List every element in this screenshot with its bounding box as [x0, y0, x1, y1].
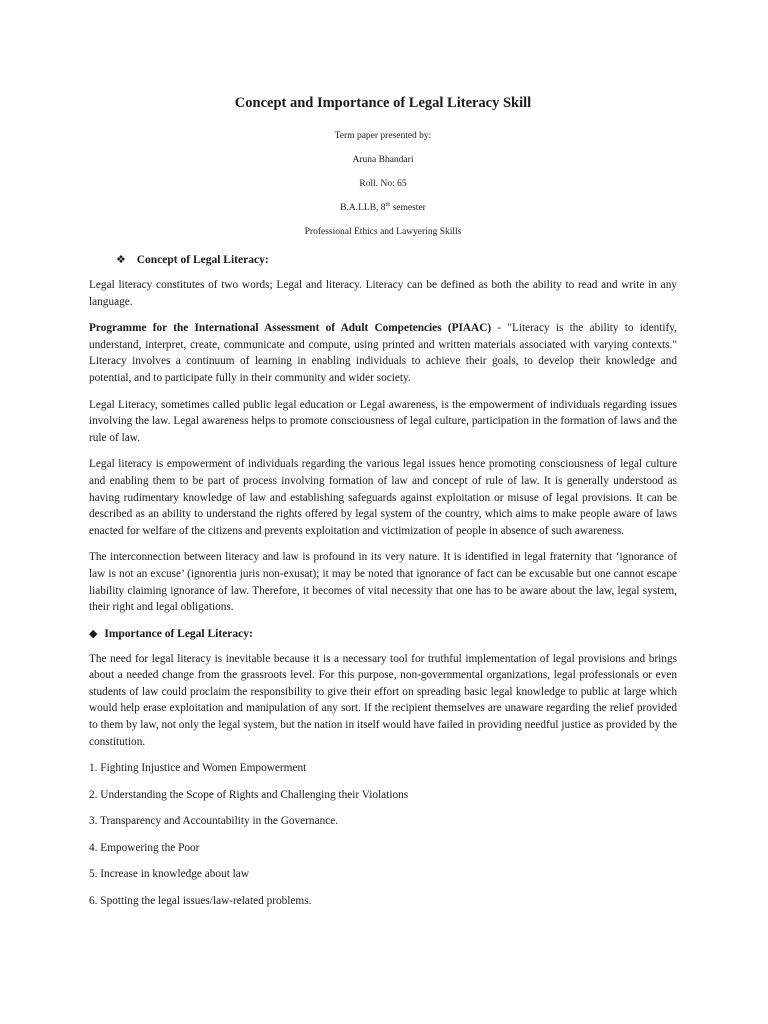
program-suffix: semester — [390, 203, 426, 213]
list-item: 3. Transparency and Accountability in the Governance. — [89, 815, 339, 828]
paragraph-interconnection: The interconnection between literacy and law is profound in its very nature. It is identified in legal fraternity that ‘ignorance of law is not an excuse’ (ignorentia juris non-exusat); it may be noted that ignorance of fact can be excusable but one cannot escape liability claiming ignorance of law. Therefore, it becomes of vital necessity that one has to be aware about the law, legal system, their right and legal obligations. — [89, 551, 677, 614]
roll-number: Roll. No: 65 — [359, 179, 407, 189]
piaac-bold-lead: Programme for the International Assessment of Adult Competencies (PIAAC) — [89, 322, 492, 335]
list-item: 2. Understanding the Scope of Rights and Challenging their Violations — [89, 788, 409, 801]
importance-list — [89, 760, 677, 909]
course-name: Professional Ethics and Lawyering Skills — [304, 227, 462, 237]
document-title: Concept and Importance of Legal Literacy Skill — [234, 95, 532, 111]
program-prefix: B.A.LLB, 8 — [340, 203, 386, 213]
paragraph-definition: Legal literacy constitutes of two words; Legal and literacy. Literacy can be defined as both the ability to read and write in any language. — [89, 279, 677, 308]
diamond-bullet-icon: ◆ — [89, 626, 98, 640]
list-item: 1. Fighting Injustice and Women Empowerment — [89, 762, 307, 775]
section-heading-text: Importance of Legal Literacy: — [104, 627, 253, 640]
list-item: 4. Empowering the Poor — [89, 841, 200, 854]
piaac-text: - "Literacy is the ability to identify, understand, interpret, create, communicate and compute, using printed and written materials associated with varying contexts." Literacy involves a continuum of learning in enabling individuals to achieve their goals, to develop their knowledge and potential, and to participate fully in their community and wider society. — [89, 322, 678, 384]
presented-by-line: Term paper presented by: — [334, 131, 432, 141]
paragraph-empowerment: Legal literacy is empowerment of individuals regarding the various legal issues hence promoting consciousness of legal culture and enabling them to be part of process involving formation of law and concept of rule of law. It is generally understood as having rudimentary knowledge of law and establishing safeguards against exploitation or misuse of legal provisions. It can be described as an ability to understand the rights offered by legal system of the country, which aims to make people aware of laws enacted for welfare of the citizens and prevents exploitation and victimization of people in absence of such awareness. — [89, 458, 677, 537]
program-semester — [89, 202, 677, 214]
document-page — [89, 94, 677, 919]
section-heading-text: Concept of Legal Literacy: — [136, 254, 269, 266]
program-superscript: th — [385, 201, 391, 208]
section-heading-concept — [116, 252, 677, 268]
list-item: 5. Increase in knowledge about law — [89, 868, 249, 881]
paragraph-legal-literacy: Legal Literacy, sometimes called public legal education or Legal awareness, is the empowerment of individuals regarding issues involving the law. Legal awareness helps to promote consciousness of legal culture, participation in the formation of laws and the rule of law. — [89, 398, 677, 444]
paragraph-piaac — [89, 320, 677, 386]
author-name: Aruna Bhandari — [352, 155, 414, 165]
paragraph-importance: The need for legal literacy is inevitable because it is a necessary tool for truthful implementation of legal provisions and brings about a needed change from the grassroots level. For this purpose, non-governmental organizations, legal professionals or even students of law could proclaim the responsibility to give their effort on spreading basic legal knowledge to public at large which would help erase exploitation and manipulation of any sort. If the recipient themselves are unaware regarding the relief provided to them by law, not only the legal system, but the nation in itself would have failed in providing needful justice as provided by the constitution. — [89, 652, 677, 748]
list-item: 6. Spotting the legal issues/law-related problems. — [89, 894, 312, 907]
section-heading-importance — [89, 626, 677, 642]
diamond-bullet-icon: ❖ — [116, 253, 126, 266]
